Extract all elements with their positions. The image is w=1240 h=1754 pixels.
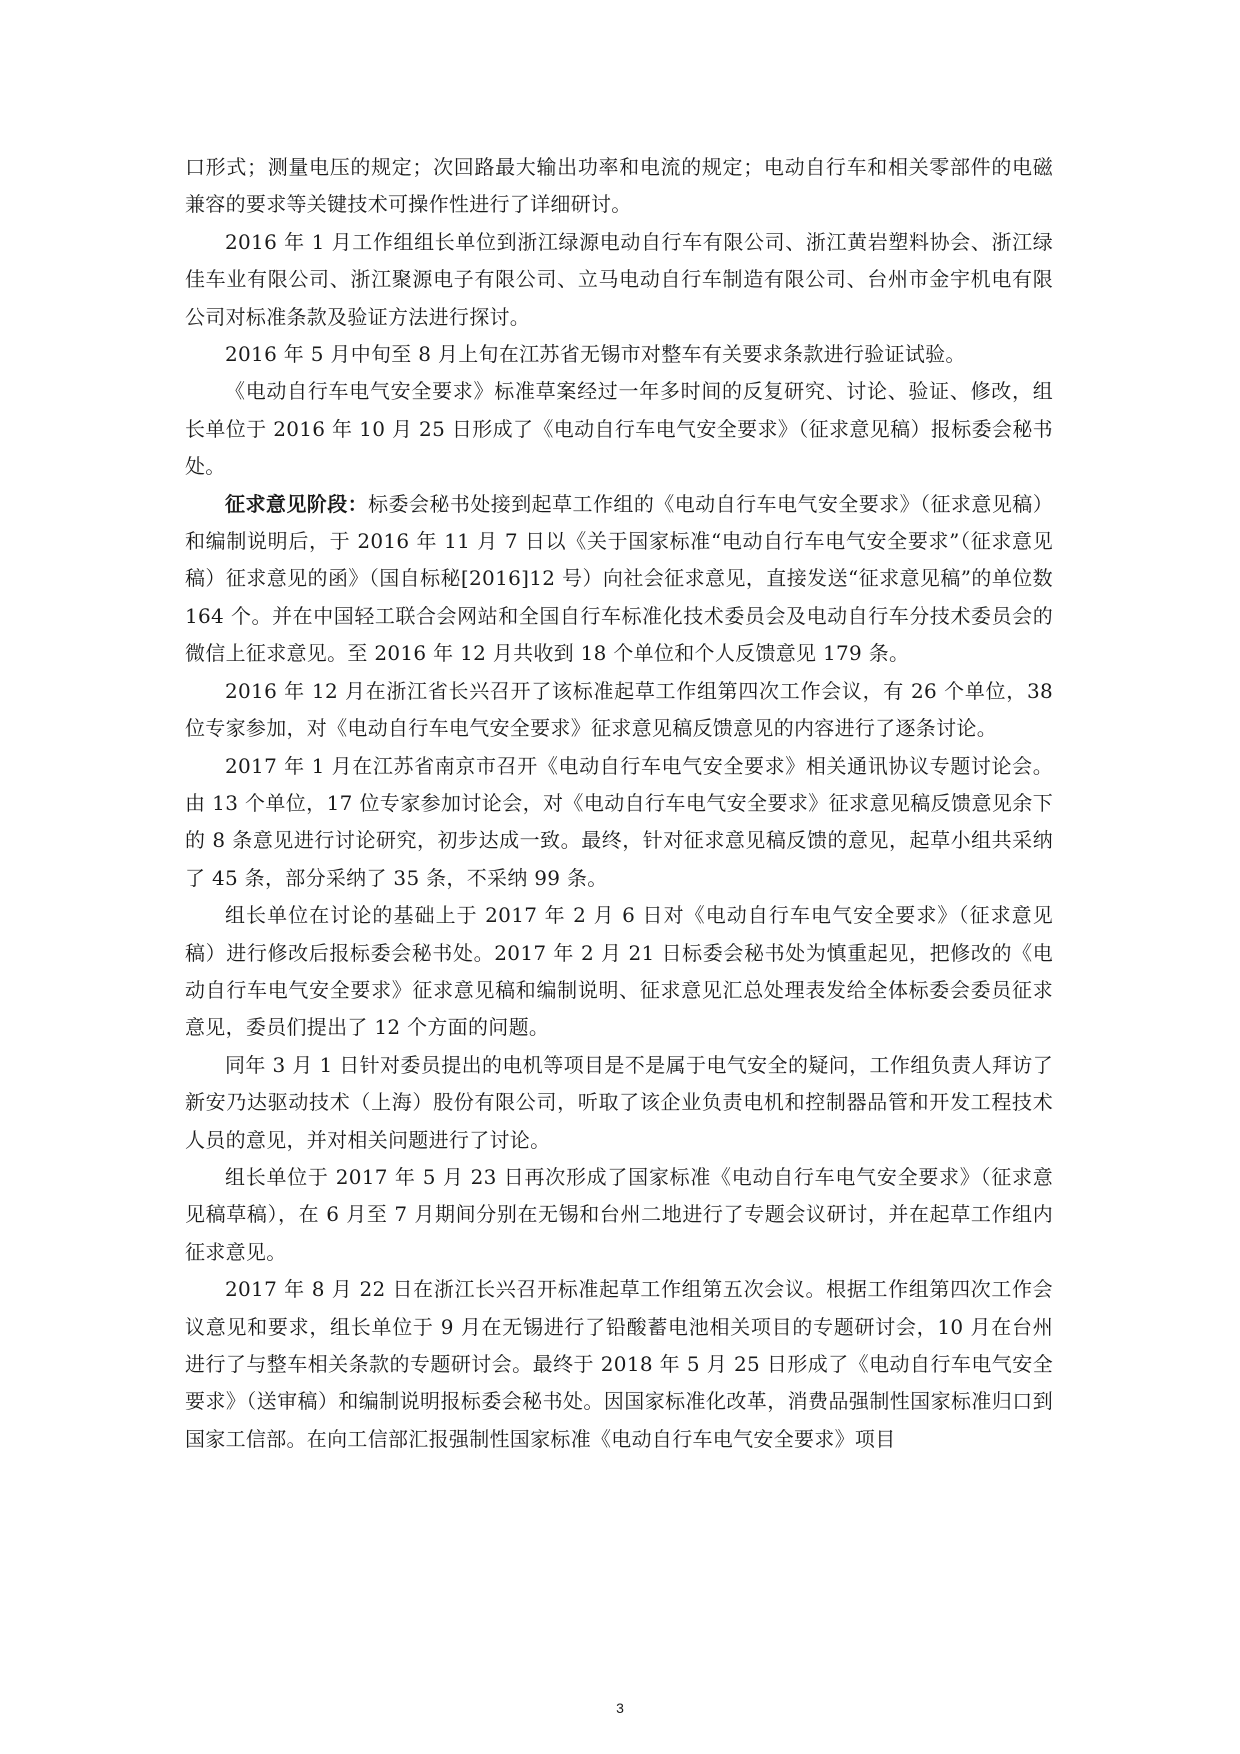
paragraph-text: 口形式；测量电压的规定；次回路最大输出功率和电流的规定；电动自行车和相关零部件的电磁兼容的要求等关键技术可操作性进行了详细研讨。 [185, 155, 1053, 217]
paragraph-text: 组长单位在讨论的基础上于 2017 年 2 月 6 日对《电动自行车电气安全要求》（征求意见稿）进行修改后报标委会秘书处。2017 年 2 月 21 日标委会秘书处为慎重起见，把修改的《电动自行车电气安全要求》征求意见稿和编制说明、征求意见汇总处理表发给全体标委会委员征求意见，委员们提出了 12 个方面的问题。 [185, 903, 1053, 1040]
paragraph [185, 373, 1053, 485]
paragraph [185, 224, 1053, 336]
paragraph [185, 1047, 1053, 1159]
paragraph [185, 1159, 1053, 1271]
paragraph-text: 《电动自行车电气安全要求》标准草案经过一年多时间的反复研究、讨论、验证、修改，组长单位于 2016 年 10 月 25 日形成了《电动自行车电气安全要求》（征求意见稿）报标委会秘书处。 [185, 379, 1053, 479]
paragraph [185, 1271, 1053, 1458]
paragraph [185, 336, 1053, 373]
paragraph [185, 673, 1053, 748]
paragraph [185, 748, 1053, 898]
paragraph-text: 组长单位于 2017 年 5 月 23 日再次形成了国家标准《电动自行车电气安全要求》（征求意见稿草稿），在 6 月至 7 月期间分别在无锡和台州二地进行了专题会议研讨，并在起草工作组内征求意见。 [185, 1164, 1053, 1264]
paragraph-text: 2016 年 5 月中旬至 8 月上旬在江苏省无锡市对整车有关要求条款进行验证试验。 [225, 342, 966, 367]
page-number: 3 [616, 1700, 624, 1716]
paragraph-text: 2017 年 8 月 22 日在浙江长兴召开标准起草工作组第五次会议。根据工作组第四次工作会议意见和要求，组长单位于 9 月在无锡进行了铅酸蓄电池相关项目的专题研讨会，10 月在台州进行了与整车相关条款的专题研讨会。最终于 2018 年 5 月 25 日形成了《电动自行车电气安全要求》（送审稿）和编制说明报标委会秘书处。因国家标准化改革，消费品强制性国家标准归口到国家工信部。在向工信部汇报强制性国家标准《电动自行车电气安全要求》项目 [185, 1277, 1053, 1451]
paragraph-text: 同年 3 月 1 日针对委员提出的电机等项目是不是属于电气安全的疑问，工作组负责人拜访了新安乃达驱动技术（上海）股份有限公司，听取了该企业负责电机和控制器品管和开发工程技术人员的意见，并对相关问题进行了讨论。 [185, 1052, 1053, 1152]
paragraph [185, 149, 1053, 224]
paragraph-text: 2016 年 1 月工作组组长单位到浙江绿源电动自行车有限公司、浙江黄岩塑料协会、浙江绿佳车业有限公司、浙江聚源电子有限公司、立马电动自行车制造有限公司、台州市金宇机电有限公司对标准条款及验证方法进行探讨。 [185, 229, 1053, 329]
section-lead-heading: 征求意见阶段： [225, 491, 369, 516]
paragraph [185, 897, 1053, 1047]
body-text [185, 149, 1053, 1458]
paragraph-text: 2017 年 1 月在江苏省南京市召开《电动自行车电气安全要求》相关通讯协议专题讨论会。由 13 个单位，17 位专家参加讨论会，对《电动自行车电气安全要求》征求意见稿反馈意见余下的 8 条意见进行讨论研究，初步达成一致。最终，针对征求意见稿反馈的意见，起草小组共采纳了 45 条，部分采纳了 35 条，不采纳 99 条。 [185, 753, 1053, 890]
paragraph-text: 2016 年 12 月在浙江省长兴召开了该标准起草工作组第四次工作会议，有 26 个单位，38 位专家参加，对《电动自行车电气安全要求》征求意见稿反馈意见的内容进行了逐条讨论。 [185, 678, 1053, 741]
paragraph-text: 标委会秘书处接到起草工作组的《电动自行车电气安全要求》（征求意见稿）和编制说明后，于 2016 年 11 月 7 日以《关于国家标准“电动自行车电气安全要求”（征求意见稿）征求意见的函》（国自标秘[2016]12 号）向社会征求意见，直接发送“征求意见稿”的单位数 164 个。并在中国轻工联合会网站和全国自行车标准化技术委员会及电动自行车分技术委员会的微信上征求意见。至 2016 年 12 月共收到 18 个单位和个人反馈意见 179 条。 [185, 491, 1054, 666]
paragraph [185, 486, 1053, 673]
